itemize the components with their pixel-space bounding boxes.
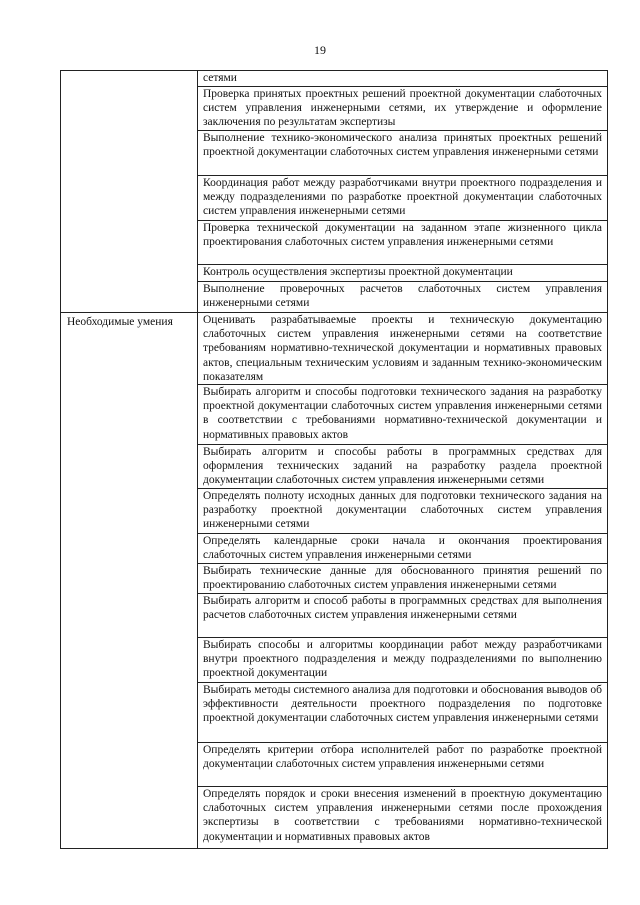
action-cell: сетями: [198, 71, 607, 87]
action-cell: Выполнение проверочных расчетов слаботочных систем управления инженерными сетями: [203, 283, 602, 310]
skill-cell: Определять порядок и сроки внесения изменений в проектную документацию слаботочных систем управления инженерными сетями после прохождения экспертизы в соответствии с требованиями нормативно-технической документации и нормативных правовых актов: [203, 788, 602, 843]
skill-cell: Определять календарные сроки начала и окончания проектирования слаботочных систем управления инженерными сетями: [198, 534, 607, 564]
skill-cell: Выбирать алгоритм и способ работы в программных средствах для выполнения расчетов слаботочных систем управления инженерными сетями: [198, 594, 607, 638]
required-skills-label: Необходимые умения: [67, 316, 173, 328]
skill-cell: Определять полноту исходных данных для подготовки технического задания на разработку проектной документации слаботочных систем управления инженерными сетями: [198, 489, 607, 534]
action-cell: Контроль осуществления экспертизы проектной документации: [198, 265, 607, 282]
skill-cell: Определять критерии отбора исполнителей работ по разработке проектной документации слаботочных систем управления инженерными сетями: [198, 743, 607, 787]
skill-cell: Выбирать алгоритм и способы подготовки технического задания на разработку проектной документации слаботочных систем управления инженерными сетями в соответствии с требованиями нормативно-технической документации и нормативных правовых актов: [198, 385, 607, 445]
action-cell: Проверка принятых проектных решений проектной документации слаботочных систем управления инженерными сетями, их утверждение и оформление заключения по результатам экспертизы: [198, 87, 607, 131]
skill-cell: Выбирать способы и алгоритмы координации работ между разработчиками внутри проектного подразделения и между подразделениями по выполнению проектной документации: [198, 638, 607, 683]
page-number: 19: [314, 43, 326, 57]
requirements-table: [60, 70, 608, 849]
skill-cell: Оценивать разрабатываемые проекты и техническую документацию слаботочных систем управления инженерными сетями на соответствие требованиям нормативно-технической документации и нормативных правовых актов, специальным техническим условиям и заданным технико-экономическим показателям: [198, 313, 607, 385]
action-cell: Проверка технической документации на заданном этапе жизненного цикла проектирования слаботочных систем управления инженерными сетями: [198, 221, 607, 265]
skill-cell: Выбирать методы системного анализа для подготовки и обоснования выводов об эффективности деятельности проектного подразделения по подготовке проектной документации слаботочных систем управления инженерными сетями: [198, 683, 607, 743]
action-cell: Координация работ между разработчиками внутри проектного подразделения и между подразделениями по разработке проектной документации слаботочных систем управления инженерными сетями: [198, 176, 607, 221]
skill-cell: Выбирать алгоритм и способы работы в программных средствах для оформления технических заданий на разработку раздела проектной документации слаботочных систем управления инженерными сетями: [198, 445, 607, 489]
action-cell: Выполнение технико-экономического анализа принятых проектных решений проектной документации слаботочных систем управления инженерными сетями: [198, 131, 607, 176]
skill-cell: Выбирать технические данные для обоснованного принятия решений по проектированию слаботочных систем управления инженерными сетями: [198, 564, 607, 594]
